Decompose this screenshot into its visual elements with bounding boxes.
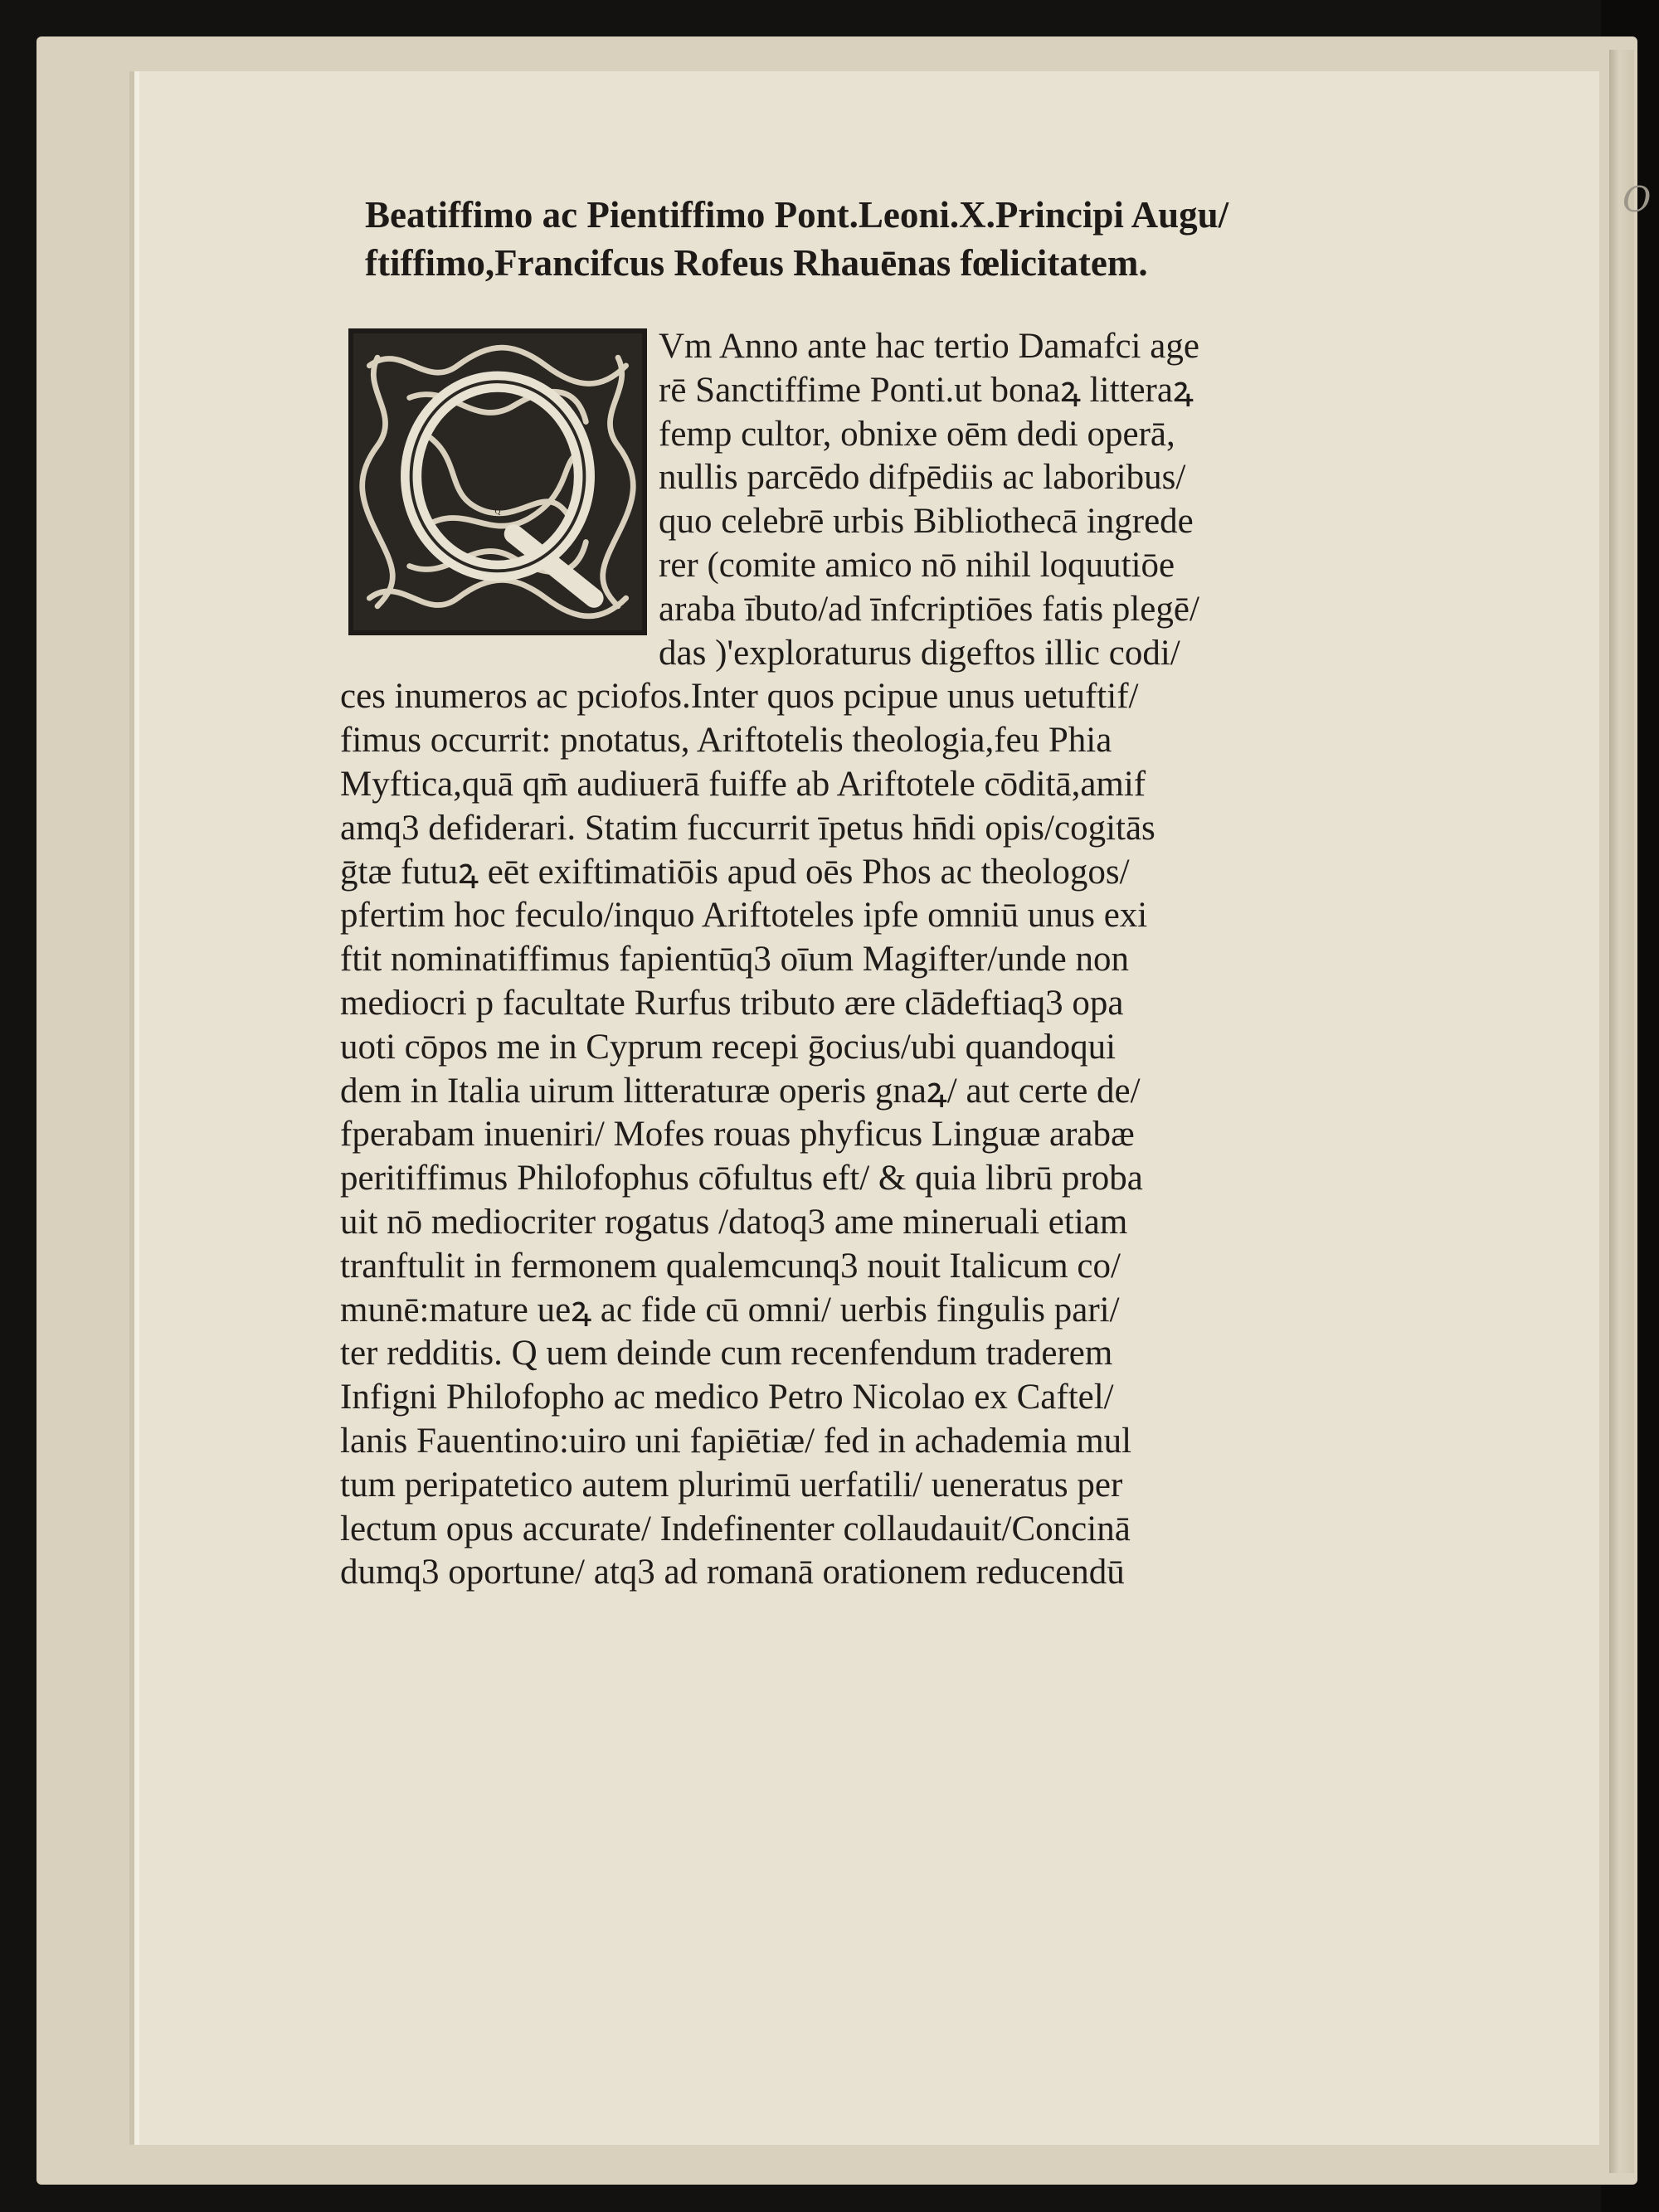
body-line: tum peripatetico autem plurimū uerfatili/ ueneratus per [340,1465,1123,1505]
body-line: uit nō mediocriter rogatus /datoq3 ame mineruali etiam [340,1202,1128,1242]
body-line: femp cultor, obnixe oēm dedi operā, [659,414,1175,454]
body-line: ter redditis. Q uem deinde cum recenfendum traderem [340,1334,1113,1373]
body-line: ḡtæ futuꝝ eēt exiftimatiōis apud oēs Phos ac theologos/ [340,852,1130,892]
initial-letter: Q [494,507,501,517]
body-line: quo celebrē urbis Bibliothecā ingrede [659,502,1194,542]
body-line: dumq3 oportune/ atq3 ad romanā orationem reducendū [340,1553,1125,1592]
body-line: mediocri p facultate Rurfus tributo ære clādeftiaq3 opa [340,983,1124,1023]
body-line: das )'exploraturus digeftos illic codi/ [659,633,1180,673]
dedication-heading [365,191,1493,287]
body-line: ces inumeros ac pciofos.Inter quos pcipue unus uetuftif/ [340,677,1139,717]
dedication-body [340,325,1493,1595]
body-line: nullis parcēdo difpēdiis ac laboribus/ [659,458,1186,498]
heading-line-2: ftiffimo,Francifcus Rofeus Rhauēnas fœlicitatem. [365,242,1148,284]
heading-line-1: Beatiffimo ac Pientiffimo Pont.Leoni.X.Principi Augu/ [365,194,1229,236]
body-line: lanis Fauentino:uiro uni fapiētiæ/ fed in achademia mul [340,1421,1132,1461]
body-line: rer (comite amico nō nihil loquutiōe [659,545,1175,585]
body-line: Myftica,quā qm̄ audiuerā fuiffe ab Ariftotele cōditā,amif [340,764,1146,804]
body-line: amq3 defiderari. Statim fuccurrit īpetus hn̄di opis/cogitās [340,808,1155,848]
folio-mark: O [1623,179,1652,220]
body-line: lectum opus accurate/ Indefinenter collaudauit/Concinā [340,1509,1131,1548]
body-line: araba ībuto/ad īnfcriptiōes fatis plegē/ [659,589,1199,629]
binding-fold [1609,50,1634,2173]
body-line: ftit nominatiffimus fapientūq3 oīum Magifter/unde non [340,940,1130,980]
body-line: rē Sanctiffime Ponti.ut bonaꝝ litteraꝝ [659,370,1194,410]
body-line: Infigni Philofopho ac medico Petro Nicolao ex Caftel/ [340,1378,1114,1417]
body-line: uoti cōpos me in Cyprum recepi ḡocius/ubi quandoqui [340,1027,1117,1067]
body-line: fimus occurrit: pnotatus, Ariftotelis theologia,feu Phia [340,721,1112,761]
body-line: dem in Italia uirum litteraturæ operis gnaꝝ/ aut certe de/ [340,1071,1141,1111]
body-line: peritiffimus Philofophus cōfultus eft/ & quia librū proba [340,1159,1143,1198]
body-line: pfertim hoc feculo/inquo Ariftoteles ipfe omniū unus exi [340,896,1148,936]
body-line: fperabam inueniri/ Mofes rouas phyficus Linguæ arabæ [340,1115,1135,1155]
body-line: munē:mature ueꝝ ac fide cū omni/ uerbis fingulis pari/ [340,1290,1120,1330]
body-line: tranftulit in fermonem qualemcunq3 nouit Italicum co/ [340,1246,1121,1286]
body-line: Vm Anno ante hac tertio Damafci age [659,327,1199,366]
